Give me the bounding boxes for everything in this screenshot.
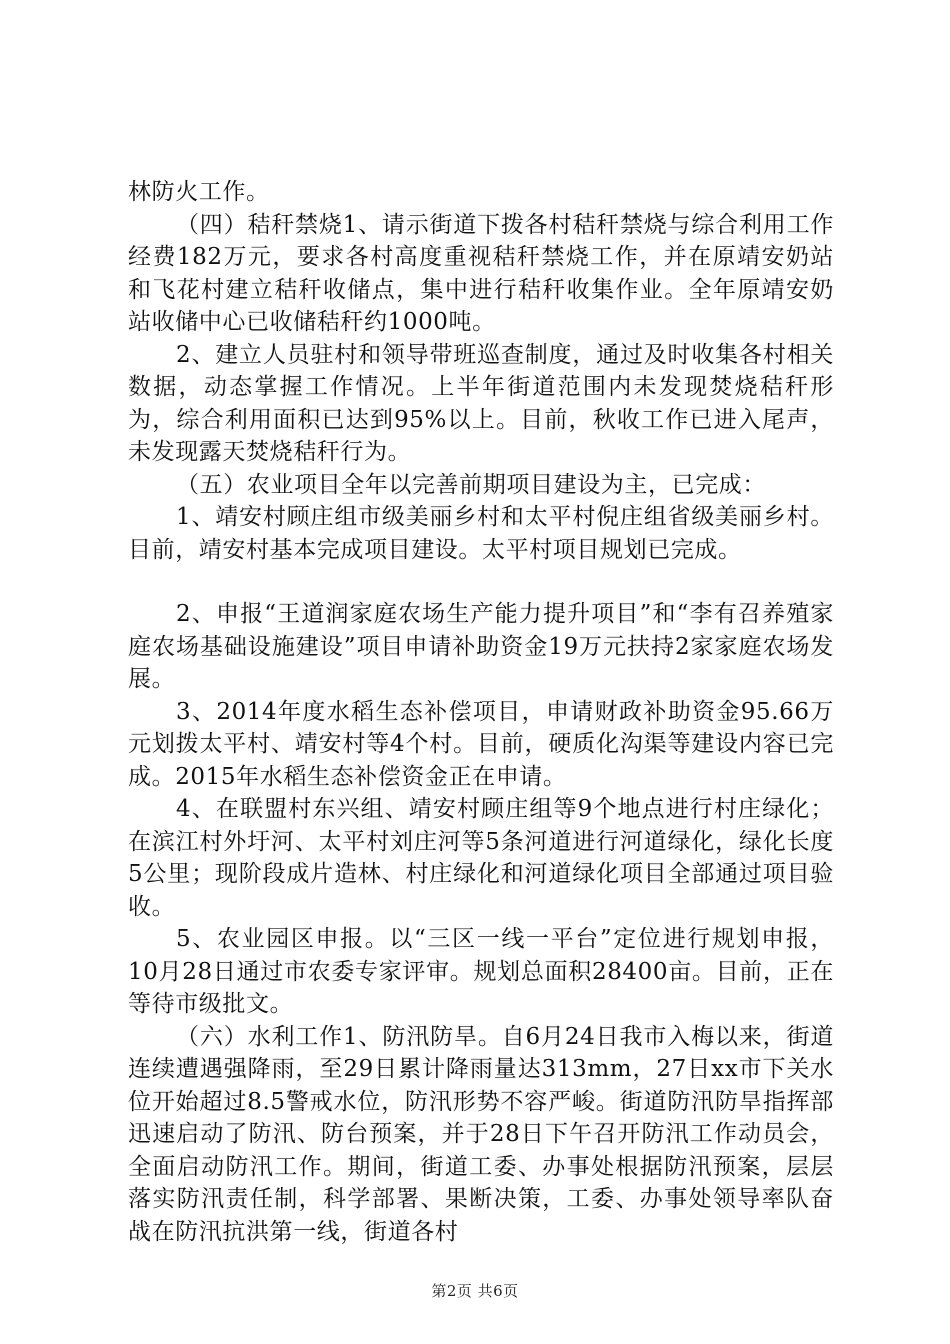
paragraph-family-farm: 2、申报“王道润家庭农场生产能力提升项目”和“李有召养殖家庭农场基础设施建设”项目申请补助资金19万元扶持2家家庭农场发展。 bbox=[128, 601, 834, 692]
paragraph-beautiful-village: 1、靖安村顾庄组市级美丽乡村和太平村倪庄组省级美丽乡村。目前，靖安村基本完成项目建设。太平村项目规划已完成。 bbox=[128, 504, 834, 563]
paragraph-rice-ecology: 3、2014年度水稻生态补偿项目，申请财政补助资金95.66万元划拨太平村、靖安村等4个村。目前，硬质化沟渠等建设内容已完成。2015年水稻生态补偿资金正在申请。 bbox=[128, 698, 834, 790]
paragraph-agri-projects-heading: （五）农业项目全年以完善前期项目建设为主，已完成： bbox=[176, 471, 766, 498]
paragraph-agri-park: 5、农业园区申报。以“三区一线一平台”定位进行规划申报，10月28日通过市农委专家评审。规划总面积28400亩。目前，正在等待市级批文。 bbox=[128, 926, 834, 1017]
paragraph-gap bbox=[128, 566, 834, 598]
document-body bbox=[128, 176, 834, 1248]
paragraph-continuation: 林防火工作。 bbox=[128, 179, 270, 205]
page-number-footer: 第2页 共6页 bbox=[431, 1282, 519, 1300]
paragraph-inspection-system: 2、建立人员驻村和领导带班巡查制度，通过及时收集各村相关数据，动态掌握工作情况。上半年街道范围内未发现焚烧秸秆形为，综合利用面积已达到95%以上。目前，秋收工作已进入尾声，未发现露天焚烧秸秆行为。 bbox=[128, 341, 834, 465]
paragraph-greening: 4、在联盟村东兴组、靖安村顾庄组等9个地点进行村庄绿化；在滨江村外圩河、太平村刘庄河等5条河道进行河道绿化，绿化长度5公里；现阶段成片造林、村庄绿化和河道绿化项目全部通过项目验收。 bbox=[128, 796, 834, 920]
paragraph-straw-burning-ban: （四）秸秆禁烧1、请示街道下拨各村秸秆禁烧与综合利用工作经费182万元，要求各村高度重视秸秆禁烧工作，并在原靖安奶站和飞花村建立秸秆收储点，集中进行秸秆收集作业。全年原靖安奶站收储中心已收储秸秆约1000吨。 bbox=[128, 211, 834, 335]
paragraph-water-conservancy: （六）水利工作1、防汛防旱。自6月24日我市入梅以来，街道连续遭遇强降雨，至29日累计降雨量达313mm，27日xx市下关水位开始超过8.5警戒水位，防汛形势不容严峻。街道防汛防旱指挥部迅速启动了防汛、防台预案，并于28日下午召开防汛工作动员会，全面启动防汛工作。期间，街道工委、办事处根据防汛预案，层层落实防汛责任制，科学部署、果断决策，工委、办事处领导率队奋战在防汛抗洪第一线，街道各村 bbox=[128, 1023, 834, 1245]
